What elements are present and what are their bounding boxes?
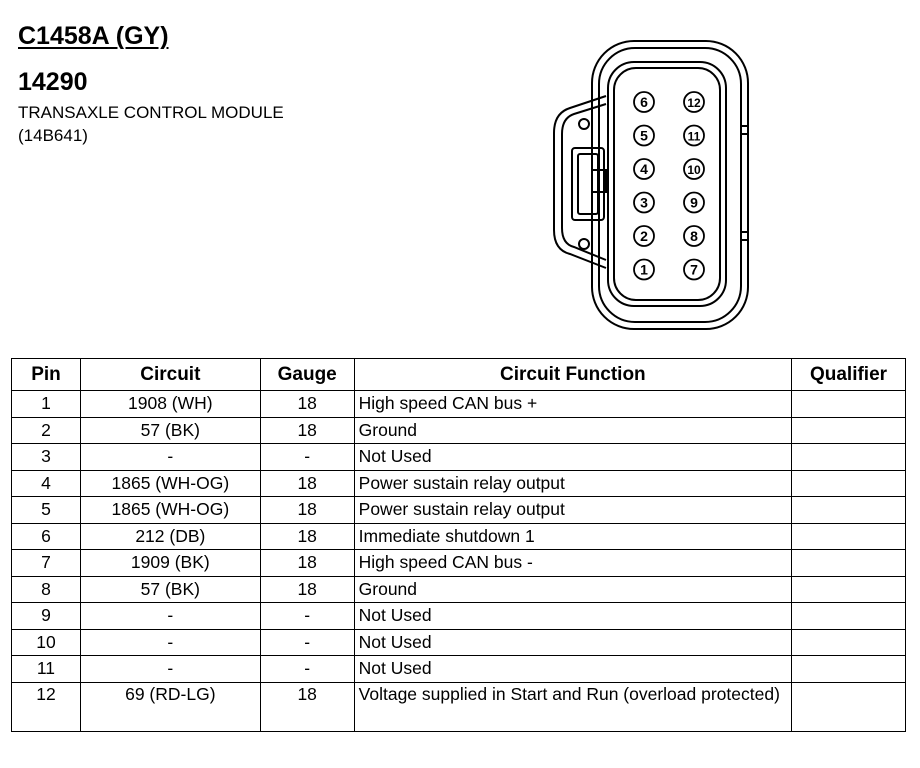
cell-pin: 6 — [12, 523, 81, 550]
connector-pin-label: 1 — [640, 261, 648, 278]
cell-circuit-function: Immediate shutdown 1 — [354, 523, 791, 550]
cell-circuit: 57 (BK) — [80, 417, 260, 444]
cell-gauge: 18 — [260, 391, 354, 418]
table-row — [12, 391, 906, 418]
cell-circuit-function: High speed CAN bus - — [354, 550, 791, 577]
cell-qualifier — [792, 550, 906, 577]
table-row — [12, 550, 906, 577]
cell-qualifier — [792, 523, 906, 550]
cell-circuit-function: Power sustain relay output — [354, 470, 791, 497]
connector-pin-label: 8 — [690, 228, 698, 244]
cell-circuit: - — [80, 444, 260, 471]
cell-circuit: 1865 (WH-OG) — [80, 497, 260, 524]
cell-circuit: 1865 (WH-OG) — [80, 470, 260, 497]
connector-pin-label: 6 — [640, 94, 648, 110]
pinout-table — [11, 358, 906, 732]
cell-qualifier — [792, 417, 906, 444]
header-pin: Pin — [12, 359, 81, 391]
cell-circuit-function: Ground — [354, 417, 791, 444]
cell-gauge: 18 — [260, 576, 354, 603]
part-number: 14290 — [18, 68, 88, 96]
connector-pin-label: 11 — [687, 129, 701, 144]
cell-pin: 5 — [12, 497, 81, 524]
cell-pin: 9 — [12, 603, 81, 630]
pin-group — [634, 92, 704, 280]
cell-pin: 7 — [12, 550, 81, 577]
cell-circuit-function: Ground — [354, 576, 791, 603]
connector-pin-cavity — [608, 62, 726, 306]
cell-pin: 4 — [12, 470, 81, 497]
table-row — [12, 656, 906, 683]
cell-pin: 2 — [12, 417, 81, 444]
cell-gauge: - — [260, 603, 354, 630]
cell-qualifier — [792, 629, 906, 656]
cell-circuit-function: Not Used — [354, 603, 791, 630]
cell-pin: 12 — [12, 682, 81, 731]
cell-circuit: 69 (RD-LG) — [80, 682, 260, 731]
module-description — [18, 101, 284, 147]
table-row — [12, 417, 906, 444]
cell-gauge: 18 — [260, 550, 354, 577]
table-row — [12, 444, 906, 471]
cell-circuit-function: Voltage supplied in Start and Run (overload protected) — [354, 682, 791, 731]
connector-pin-label: 7 — [690, 261, 698, 278]
latch-bottom-hole — [579, 239, 589, 249]
cell-gauge: 18 — [260, 682, 354, 731]
header-circuit-function: Circuit Function — [354, 359, 791, 391]
table-row — [12, 576, 906, 603]
table-row — [12, 629, 906, 656]
connector-pin-label: 12 — [687, 96, 701, 110]
cell-gauge: - — [260, 656, 354, 683]
cell-gauge: 18 — [260, 523, 354, 550]
table-header-row — [12, 359, 906, 391]
cell-qualifier — [792, 603, 906, 630]
latch-top-hole — [579, 119, 589, 129]
header-circuit: Circuit — [80, 359, 260, 391]
cell-qualifier — [792, 391, 906, 418]
right-notch-bottom — [741, 232, 748, 240]
cell-pin: 11 — [12, 656, 81, 683]
cell-pin: 1 — [12, 391, 81, 418]
connector-pin-label: 4 — [640, 161, 648, 177]
cell-circuit-function: Not Used — [354, 656, 791, 683]
connector-pin-label: 5 — [640, 127, 648, 144]
cell-pin: 3 — [12, 444, 81, 471]
cell-circuit: - — [80, 629, 260, 656]
cell-circuit: - — [80, 656, 260, 683]
module-code: (14B641) — [18, 126, 88, 145]
cell-circuit-function: Power sustain relay output — [354, 497, 791, 524]
cell-circuit-function: Not Used — [354, 444, 791, 471]
table-row — [12, 523, 906, 550]
right-notch-top — [741, 126, 748, 134]
cell-circuit: 1908 (WH) — [80, 391, 260, 418]
cell-pin: 10 — [12, 629, 81, 656]
cell-qualifier — [792, 470, 906, 497]
connector-id-title: C1458A (GY) — [18, 22, 169, 50]
cell-gauge: 18 — [260, 470, 354, 497]
cell-circuit: - — [80, 603, 260, 630]
cell-qualifier — [792, 576, 906, 603]
header-gauge: Gauge — [260, 359, 354, 391]
cell-gauge: - — [260, 444, 354, 471]
cell-circuit-function: High speed CAN bus + — [354, 391, 791, 418]
cell-pin: 8 — [12, 576, 81, 603]
cell-circuit: 1909 (BK) — [80, 550, 260, 577]
table-row — [12, 497, 906, 524]
connector-pin-label: 3 — [640, 194, 648, 211]
cell-qualifier — [792, 682, 906, 731]
table-row — [12, 682, 906, 731]
cell-circuit: 57 (BK) — [80, 576, 260, 603]
cell-circuit-function: Not Used — [354, 629, 791, 656]
module-name: TRANSAXLE CONTROL MODULE — [18, 103, 284, 122]
connector-face-diagram — [548, 38, 758, 334]
cell-gauge: 18 — [260, 497, 354, 524]
table-row — [12, 470, 906, 497]
connector-pin-label: 9 — [690, 194, 698, 211]
cell-qualifier — [792, 656, 906, 683]
connector-pin-label: 10 — [687, 163, 701, 177]
table-row — [12, 603, 906, 630]
cell-gauge: 18 — [260, 417, 354, 444]
cell-gauge: - — [260, 629, 354, 656]
cell-qualifier — [792, 497, 906, 524]
header-qualifier: Qualifier — [792, 359, 906, 391]
latch-tab-inner — [578, 154, 598, 214]
cell-qualifier — [792, 444, 906, 471]
cell-circuit: 212 (DB) — [80, 523, 260, 550]
connector-pin-label: 2 — [640, 228, 648, 244]
